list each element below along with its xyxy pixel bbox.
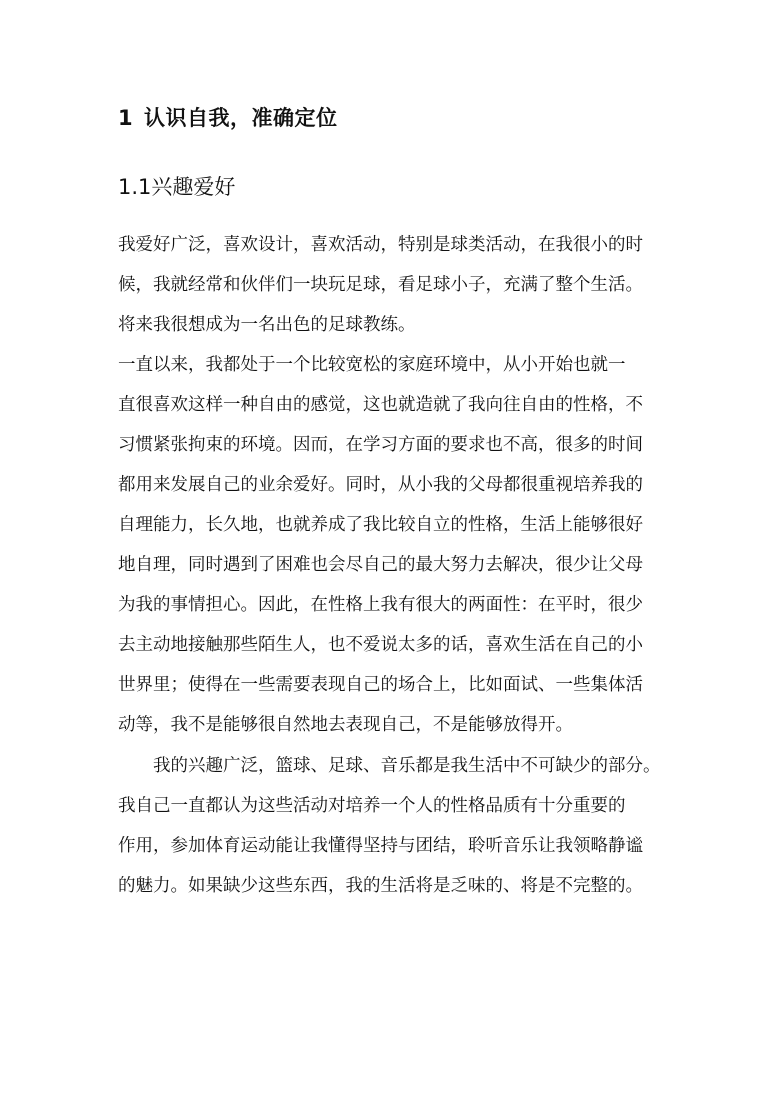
paragraph-line: 作用，参加体育运动能让我懂得坚持与团结，聆听音乐让我领略静谧	[118, 836, 643, 856]
paragraph-line: 世界里；使得在一些需要表现自己的场合上，比如面试、一些集体活	[118, 675, 643, 695]
paragraph-line: 我的兴趣广泛，篮球、足球、音乐都是我生活中不可缺少的部分。	[118, 756, 661, 776]
section-heading	[118, 101, 338, 135]
paragraph-line: 习惯紧张拘束的环境。因而，在学习方面的要求也不高，很多的时间	[118, 435, 643, 455]
paragraph-line: 都用来发展自己的业余爱好。同时，从小我的父母都很重视培养我的	[118, 475, 643, 495]
section-number: 1	[118, 106, 134, 130]
paragraph-line: 动等，我不是能够很自然地去表现自己，不是能够放得开。	[118, 715, 573, 735]
paragraph-line: 的魅力。如果缺少这些东西，我的生活将是乏味的、将是不完整的。	[118, 876, 643, 896]
paragraph-line: 自理能力，长久地，也就养成了我比较自立的性格，生活上能够很好	[118, 515, 643, 535]
paragraph-line: 我自己一直都认为这些活动对培养一个人的性格品质有十分重要的	[118, 796, 626, 816]
paragraph-line: 一直以来，我都处于一个比较宽松的家庭环境中，从小开始也就一	[118, 355, 626, 375]
paragraph-line: 直很喜欢这样一种自由的感觉，这也就造就了我向往自由的性格，不	[118, 395, 643, 415]
subsection-heading: 1.1兴趣爱好	[118, 175, 236, 199]
paragraph-line: 我爱好广泛，喜欢设计，喜欢活动，特别是球类活动，在我很小的时	[118, 235, 643, 255]
paragraph-line: 候，我就经常和伙伴们一块玩足球，看足球小子，充满了整个生活。	[118, 275, 643, 295]
paragraph-line: 去主动地接触那些陌生人，也不爱说太多的话，喜欢生活在自己的小	[118, 635, 643, 655]
paragraph-line: 将来我很想成为一名出色的足球教练。	[118, 315, 416, 335]
paragraph-line: 地自理，同时遇到了困难也会尽自己的最大努力去解决，很少让父母	[118, 555, 643, 575]
paragraph-3	[118, 746, 678, 906]
paragraph-2	[118, 345, 678, 745]
section-title: 认识自我，准确定位	[144, 106, 338, 130]
paragraph-1	[118, 225, 678, 345]
paragraph-line: 为我的事情担心。因此，在性格上我有很大的两面性：在平时，很少	[118, 595, 643, 615]
